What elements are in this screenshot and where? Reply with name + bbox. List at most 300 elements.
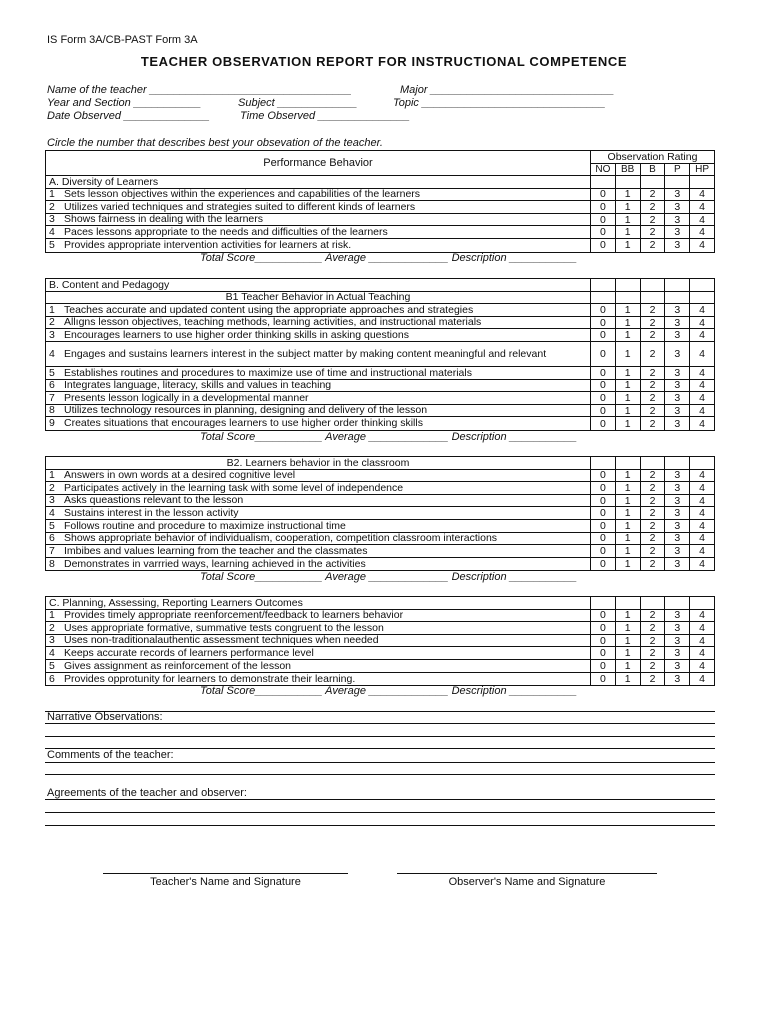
criterion-description [46,239,590,252]
date-observed-field[interactable]: Date Observed ______________ [47,110,210,122]
rating-option[interactable]: 3 [664,367,689,379]
empty-rating-cell [689,292,714,304]
empty-rating-cells [590,597,714,609]
section-b1-subheading-row [46,292,714,305]
rating-option[interactable]: 2 [640,545,665,557]
rating-option[interactable]: 4 [689,470,714,482]
rating-options [590,392,714,404]
rating-option[interactable]: 1 [615,635,640,647]
rating-option[interactable]: 1 [615,214,640,226]
rating-option[interactable]: 1 [615,660,640,672]
criterion-text: Engages and sustains learners interest in the subject matter by making content meaningful and relevant [64,347,547,360]
criterion-row [46,226,714,239]
rating-option[interactable]: 3 [664,545,689,557]
criterion-text: Creates situations that encourages learners to use higher order thinking skills [64,417,423,430]
rating-option[interactable]: 2 [640,304,665,316]
criterion-description [46,495,590,507]
rating-option[interactable]: 0 [599,329,606,342]
rating-options [590,495,714,507]
criterion-row [46,380,714,393]
criterion-description [46,647,590,659]
empty-rating-cell [615,597,640,609]
rating-option[interactable]: 1 [615,226,640,238]
rating-option[interactable]: 4 [689,558,714,571]
rating-option[interactable]: 0 [599,544,606,557]
rating-option[interactable]: 1 [615,189,640,201]
rating-option[interactable]: 0 [599,417,606,430]
rating-option[interactable]: 4 [689,660,714,672]
rating-option[interactable]: 3 [664,533,689,545]
criterion-row [46,558,714,571]
criterion-text: Uses non-traditionalauthentic assessment techniques when needed [64,634,379,647]
rating-option[interactable]: 1 [615,482,640,494]
criterion-row [46,482,714,495]
rating-option[interactable]: 0 [599,507,606,520]
rating-option[interactable]: 2 [640,610,665,622]
rating-option[interactable]: 2 [640,495,665,507]
rating-option[interactable]: 2 [640,239,665,252]
rating-option[interactable]: 1 [615,470,640,482]
rating-option[interactable]: 0 [599,621,606,634]
rating-option[interactable]: 1 [615,201,640,213]
rating-options [590,647,714,659]
rating-option[interactable]: 0 [599,188,606,201]
rating-option[interactable]: 2 [640,392,665,404]
rating-options [590,405,714,417]
criterion-text: Shows appropriate behavior of individualism, cooperation, competition classroom interactions [64,532,498,545]
rating-option[interactable]: 0 [599,647,606,660]
rating-option[interactable]: 3 [664,317,689,329]
rating-option[interactable]: 4 [689,495,714,507]
rating-option[interactable]: 0 [599,672,606,685]
criterion-text: Answers in own words at a desired cognitive level [64,469,296,482]
criterion-description [46,520,590,532]
criterion-row [46,545,714,558]
criterion-description [46,214,590,226]
rating-option[interactable]: 3 [664,239,689,252]
rating-option[interactable]: 2 [640,533,665,545]
criterion-description [46,482,590,494]
rating-option[interactable]: 1 [615,380,640,392]
criterion-description [46,329,590,341]
rating-options [590,342,714,366]
rating-option[interactable]: 3 [664,482,689,494]
criterion-number: 1 [49,188,55,201]
criterion-description [46,470,590,482]
criterion-description [46,304,590,316]
criterion-number: 4 [49,347,55,360]
rating-option[interactable]: 4 [689,520,714,532]
criterion-description [46,622,590,634]
rating-option[interactable]: 2 [640,367,665,379]
subject-field[interactable]: Subject _____________ [238,97,358,109]
rating-options [590,329,714,341]
criterion-row [46,470,714,483]
rating-option[interactable]: 2 [640,226,665,238]
rating-option[interactable]: 2 [640,214,665,226]
teacher-signature-label: Teacher's Name and Signature [150,876,301,888]
criterion-row [46,367,714,380]
rating-option[interactable]: 3 [664,392,689,404]
teacher-signature-line[interactable] [103,873,348,874]
section-a-heading-row [46,176,714,189]
rating-option[interactable]: 3 [664,304,689,316]
rating-option[interactable]: 0 [599,379,606,392]
rating-options [590,635,714,647]
rating-option[interactable]: 4 [689,214,714,226]
rating-option[interactable]: 3 [664,610,689,622]
empty-rating-cell [640,597,665,609]
rating-option[interactable]: 3 [664,647,689,659]
rating-option[interactable]: 3 [664,470,689,482]
criterion-description [46,417,590,430]
criterion-text: Shows fairness in dealing with the learners [64,213,264,226]
criterion-text: Utilizes technology resources in planning, designing and delivery of the lesson [64,404,428,417]
criterion-text: Establishes routines and procedures to maximize use of time and instructional materials [64,366,472,379]
criterion-text: Paces lessons appropriate to the needs and difficulties of the learners [64,226,388,238]
empty-rating-cell [689,279,714,291]
rating-option[interactable]: 2 [640,342,665,366]
rating-option[interactable]: 1 [615,417,640,430]
rating-option[interactable]: 0 [599,558,606,571]
rating-col-no: NO [595,164,611,175]
rating-option[interactable]: 4 [689,226,714,238]
rating-option[interactable]: 3 [664,342,689,366]
empty-rating-cell [664,597,689,609]
rating-option[interactable]: 0 [599,469,606,482]
rating-options [590,380,714,392]
criterion-description [46,673,590,686]
rating-option[interactable]: 0 [599,494,606,507]
criterion-row [46,507,714,520]
rating-option[interactable]: 1 [615,239,640,252]
rating-option[interactable]: 0 [599,303,606,316]
rating-option[interactable]: 0 [599,634,606,647]
rating-option[interactable]: 1 [615,533,640,545]
rating-option[interactable]: 1 [615,520,640,532]
criterion-number: 8 [49,404,55,417]
rating-options [590,507,714,519]
rating-option[interactable]: 2 [640,635,665,647]
rating-option[interactable]: 4 [689,329,714,341]
rating-option[interactable]: 2 [640,520,665,532]
rating-option[interactable]: 0 [599,226,606,239]
rating-option[interactable]: 3 [664,417,689,430]
rating-option[interactable]: 1 [615,610,640,622]
section-b-heading-row [46,279,714,292]
section-b1-items [46,304,714,430]
criterion-row [46,520,714,533]
section-b1-total[interactable]: Total Score___________ Average _____________ Description ___________ [200,431,577,443]
rating-column-headers [591,164,714,175]
rating-option[interactable]: 0 [599,239,606,252]
rating-option[interactable]: 0 [599,316,606,329]
comments-line[interactable] [45,762,715,763]
criterion-description [46,507,590,519]
rating-option[interactable]: 4 [689,417,714,430]
criterion-row [46,610,714,623]
rating-option[interactable]: 1 [615,558,640,571]
empty-rating-cell [689,597,714,609]
empty-rating-cell [689,176,714,188]
rating-option[interactable]: 3 [664,329,689,341]
section-a-table [45,150,715,253]
rating-option[interactable]: 4 [689,342,714,366]
rating-option[interactable]: 1 [615,507,640,519]
criterion-text: Encourages learners to use higher order thinking skills in asking questions [64,329,409,341]
rating-option[interactable]: 2 [640,317,665,329]
criterion-row [46,304,714,317]
section-c-table [45,596,715,686]
criterion-number: 8 [49,557,55,570]
rating-options [590,189,714,201]
criterion-number: 2 [49,316,55,329]
rating-option[interactable]: 2 [640,647,665,659]
rating-option[interactable]: 3 [664,405,689,417]
criterion-number: 5 [49,239,55,252]
empty-rating-cells [590,457,714,469]
section-a-items [46,189,714,252]
rating-option[interactable]: 1 [615,342,640,366]
year-section-field[interactable]: Year and Section ___________ [47,97,202,109]
rating-options [590,482,714,494]
empty-rating-cell [664,457,689,469]
rating-option[interactable]: 0 [599,200,606,213]
rating-option[interactable]: 1 [615,367,640,379]
time-observed-field[interactable]: Time Observed _______________ [240,110,410,122]
criterion-number: 5 [49,659,55,672]
criterion-description [46,405,590,417]
criterion-number: 4 [49,226,55,238]
rating-option[interactable]: 3 [664,635,689,647]
rating-option[interactable]: 4 [689,673,714,686]
rating-options [590,304,714,316]
rating-option[interactable]: 2 [640,660,665,672]
narrative-line[interactable] [45,736,715,737]
criterion-description [46,342,590,366]
rating-options [590,533,714,545]
criterion-number: 2 [49,201,55,213]
rating-option[interactable]: 1 [615,545,640,557]
section-c-total[interactable]: Total Score___________ Average _____________ Description ___________ [200,685,577,697]
major-field[interactable]: Major ______________________________ [400,84,615,96]
rating-option[interactable]: 4 [689,367,714,379]
criterion-description [46,380,590,392]
criterion-text: Sustains interest in the lesson activity [64,507,239,519]
criterion-text: Provides appropriate intervention activities for learners at risk. [64,239,352,252]
rating-options [590,317,714,329]
criterion-description [46,660,590,672]
empty-rating-cell [664,292,689,304]
rating-option[interactable]: 0 [599,532,606,545]
criterion-description [46,226,590,238]
criterion-text: Demonstrates in varrried ways, learning achieved in the activities [64,557,366,570]
rating-option[interactable]: 3 [664,214,689,226]
rating-option[interactable]: 3 [664,495,689,507]
rating-option[interactable]: 0 [599,519,606,532]
criterion-row [46,329,714,342]
criterion-number: 1 [49,469,55,482]
rating-options [590,239,714,252]
rating-option[interactable]: 4 [689,545,714,557]
rating-option[interactable]: 3 [664,673,689,686]
criterion-row [46,392,714,405]
criterion-number: 3 [49,494,55,507]
rating-option[interactable]: 4 [689,189,714,201]
rating-option[interactable]: 2 [640,417,665,430]
empty-rating-cell [591,279,615,291]
rating-option[interactable]: 4 [689,533,714,545]
criterion-number: 4 [49,647,55,659]
topic-field[interactable]: Topic ______________________________ [393,97,606,109]
criterion-row [46,239,714,252]
criterion-number: 1 [49,304,55,316]
rating-option[interactable]: 1 [615,304,640,316]
empty-rating-cell [615,176,640,188]
rating-option[interactable]: 3 [664,226,689,238]
rating-option[interactable]: 0 [599,404,606,417]
rating-option[interactable]: 4 [689,507,714,519]
empty-rating-cells [590,292,714,304]
rating-option[interactable]: 0 [599,391,606,404]
rating-option[interactable]: 2 [640,380,665,392]
empty-rating-cell [591,597,615,609]
section-a-total[interactable]: Total Score___________ Average _____________ Description ___________ [200,252,577,264]
criterion-text: Teaches accurate and updated content using the appropriate approaches and strategies [64,304,474,316]
empty-rating-cell [615,457,640,469]
rating-option[interactable]: 3 [664,507,689,519]
rating-option[interactable]: 3 [664,558,689,571]
criterion-number: 7 [49,545,55,557]
criterion-row [46,647,714,660]
rating-option[interactable]: 4 [689,610,714,622]
rating-option[interactable]: 0 [599,659,606,672]
agreements-line[interactable] [45,825,715,826]
section-b2-subheading-row [46,457,714,470]
criterion-row [46,495,714,508]
criterion-row [46,201,714,214]
rating-option[interactable]: 2 [640,405,665,417]
rating-option[interactable]: 0 [599,366,606,379]
rating-option[interactable]: 0 [599,213,606,226]
rating-option[interactable]: 4 [689,635,714,647]
rating-option[interactable]: 1 [615,405,640,417]
empty-rating-cell [640,457,665,469]
empty-rating-cells [590,176,714,188]
section-a-title: A. Diversity of Learners [49,175,159,188]
rating-option[interactable]: 0 [599,481,606,494]
rating-option[interactable]: 2 [640,189,665,201]
narrative-label: Narrative Observations: [47,711,163,723]
rating-options [590,470,714,482]
rating-option[interactable]: 3 [664,189,689,201]
criterion-number: 7 [49,392,55,404]
rating-option[interactable]: 4 [689,304,714,316]
criterion-text: Imbibes and values learning from the teacher and the classmates [64,545,368,557]
narrative-line[interactable] [45,723,715,724]
rating-option[interactable]: 1 [615,329,640,341]
agreements-line[interactable] [45,812,715,813]
rating-option[interactable]: 1 [615,495,640,507]
rating-option[interactable]: 4 [689,201,714,213]
teacher-name-field[interactable]: Name of the teacher _________________________________ [47,84,352,96]
rating-options [590,673,714,686]
rating-options [590,520,714,532]
rating-options [590,417,714,430]
rating-option[interactable]: 4 [689,647,714,659]
rating-option[interactable]: 1 [615,622,640,634]
empty-rating-cell [640,292,665,304]
rating-option[interactable]: 2 [640,507,665,519]
criterion-text: Gives assignment as reinforcement of the lesson [64,659,292,672]
criterion-text: Keeps accurate records of learners performance level [64,647,314,659]
criterion-row [46,635,714,648]
rating-option[interactable]: 4 [689,317,714,329]
criterion-text: Utilizes varied techniques and strategies suited to different kinds of learners [64,201,416,213]
rating-option[interactable]: 1 [615,673,640,686]
criterion-number: 1 [49,609,55,622]
rating-option[interactable]: 3 [664,660,689,672]
rating-option[interactable]: 4 [689,392,714,404]
observer-signature-line[interactable] [397,873,657,874]
rating-option[interactable]: 2 [640,329,665,341]
empty-rating-cell [591,176,615,188]
criterion-description [46,367,590,379]
empty-rating-cell [591,457,615,469]
empty-rating-cell [640,279,665,291]
empty-rating-cell [615,279,640,291]
rating-option[interactable]: 3 [664,201,689,213]
performance-behavior-header: Performance Behavior [263,157,373,169]
rating-option[interactable]: 3 [664,622,689,634]
rating-option[interactable]: 1 [615,317,640,329]
rating-option[interactable]: 3 [664,380,689,392]
rating-option[interactable]: 0 [599,609,606,622]
rating-option[interactable]: 4 [689,239,714,252]
rating-option[interactable]: 2 [640,470,665,482]
agreements-line[interactable] [45,799,715,800]
section-c-items [46,610,714,686]
rating-option[interactable]: 4 [689,622,714,634]
rating-options [590,214,714,226]
rating-option[interactable]: 0 [599,347,606,360]
rating-option[interactable]: 2 [640,201,665,213]
rating-options [590,201,714,213]
rating-option[interactable]: 1 [615,647,640,659]
rating-option[interactable]: 2 [640,673,665,686]
section-b2-total[interactable]: Total Score___________ Average _____________ Description ___________ [200,571,577,583]
criterion-description [46,392,590,404]
rating-option[interactable]: 4 [689,405,714,417]
rating-options [590,558,714,571]
rating-option[interactable]: 2 [640,622,665,634]
rating-option[interactable]: 4 [689,380,714,392]
rating-option[interactable]: 4 [689,482,714,494]
rating-option[interactable]: 1 [615,392,640,404]
section-b1-table [45,278,715,431]
criterion-number: 2 [49,622,55,634]
form-title: TEACHER OBSERVATION REPORT FOR INSTRUCTIONAL COMPETENCE [140,54,628,69]
criterion-number: 6 [49,379,55,392]
rating-option[interactable]: 3 [664,520,689,532]
comments-line[interactable] [45,774,715,775]
rating-option[interactable]: 2 [640,482,665,494]
criterion-number: 5 [49,519,55,532]
rating-option[interactable]: 2 [640,558,665,571]
criterion-row [46,342,714,367]
criterion-number: 4 [49,507,55,519]
instruction-text: Circle the number that describes best your obsevation of the teacher. [47,137,383,149]
